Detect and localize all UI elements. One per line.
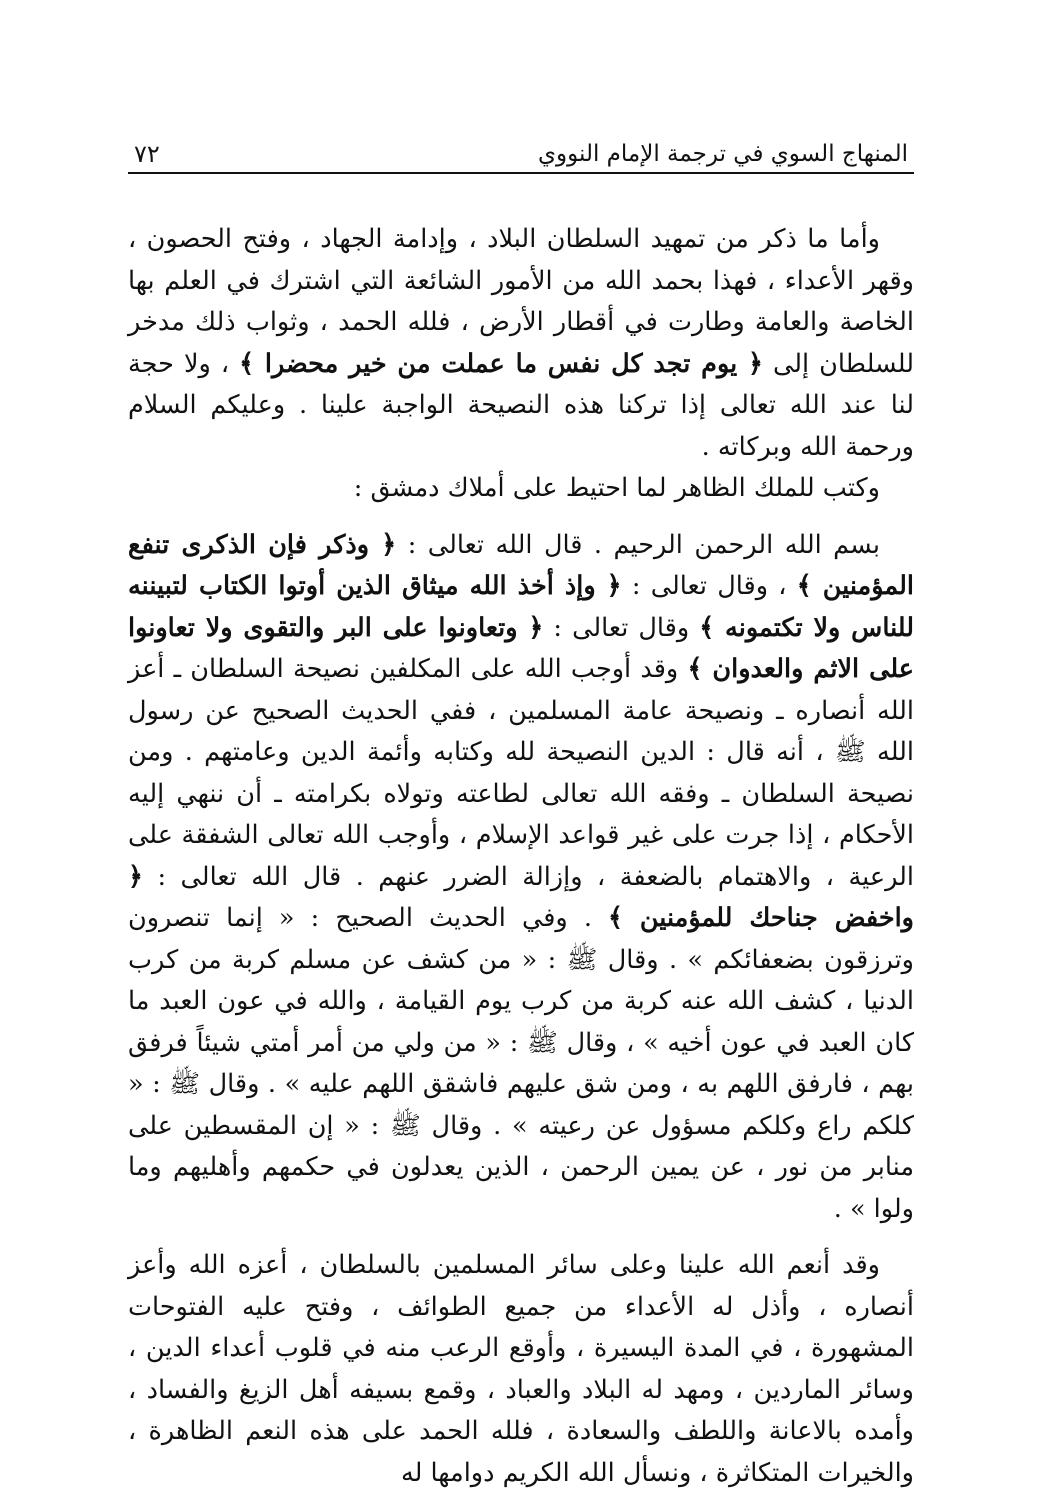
text-run: . وفي الحديث الصحيح : « إنما تنصرون وترزقون بضعفائكم » . وقال ﷺ : « من كشف عن مسلم كربة من كرب الدنيا ، كشف الله عنه كربة من كرب يوم القيامة ، والله في عون العبد ما كان العبد في عون أخيه » ، وقال ﷺ : « من ولي من أمر أمتي شيئاً فرفق بهم ، فارفق اللهم به ، ومن شق عليهم فاشقق اللهم عليه » . وقال ﷺ : « كلكم راع وكلكم مسؤول عن رعيته » . وقال ﷺ : « إن المقسطين على منابر من نور ، عن يمين الرحمن ، الذين يعدلون في حكمهم وأهليهم وما ولوا » . xyxy=(128,903,914,1224)
text-run: وأما ما ذكر من تمهيد السلطان البلاد ، وإدامة الجهاد ، وفتح الحصون ، وقهر الأعداء ، فهذا بحمد الله من الأمور الشائعة التي اشترك في العلم بها الخاصة والعامة وطارت في أقطار الأرض ، فلله الحمد ، وثواب ذلك مدخر للسلطان إلى xyxy=(128,224,914,379)
quran-quote: ﴿ يوم تجد كل نفس ما عملت من خير محضرا ﴾ xyxy=(239,348,763,379)
quran-quote: ﴿ وذكر فإن الذكرى تنفع المؤمنين ﴾ xyxy=(128,529,914,601)
quran-quote: ﴿ واخفض جناحك للمؤمنين ﴾ xyxy=(128,861,914,933)
paragraph-1 xyxy=(128,219,914,468)
paragraph-2 xyxy=(128,468,914,510)
body-text xyxy=(128,219,914,1494)
text-run: بسم الله الرحمن الرحيم . قال الله تعالى : xyxy=(396,529,880,560)
paragraph-3 xyxy=(128,525,914,1231)
text-run: وكتب للملك الظاهر لما احتيط على أملاك دمشق : xyxy=(353,473,880,503)
quran-quote: ﴿ وتعاونوا على البر والتقوى ولا تعاونوا على الاثم والعدوان ﴾ xyxy=(128,612,914,684)
text-run: وقال تعالى : xyxy=(543,612,700,643)
text-run: وقد أنعم الله علينا وعلى سائر المسلمين بالسلطان ، أعزه الله وأعز أنصاره ، وأذل له الأعداء من جميع الطوائف ، وفتح عليه الفتوحات المشهورة ، في المدة اليسيرة ، وأوقع الرعب منه في قلوب أعداء الدين ، وسائر الماردين ، ومهد له البلاد والعباد ، وقمع بسيفه أهل الزيغ والفساد ، وأمده بالاعانة واللطف والسعادة ، فلله الحمد على هذه النعم الظاهرة ، والخيرات المتكاثرة ، ونسأل الله الكريم دوامها له xyxy=(128,1250,914,1488)
running-header xyxy=(128,130,914,174)
text-run: ، وقال تعالى : xyxy=(621,571,797,601)
paragraph-4 xyxy=(128,1245,914,1494)
text-run: ، ولا حجة لنا عند الله تعالى إذا تركنا هذه النصيحة الواجبة علينا . وعليكم السلام ورحمة الله وبركاته . xyxy=(128,348,914,462)
book-page xyxy=(128,130,914,1494)
quran-quote: ﴿ وإذ أخذ الله ميثاق الذين أوتوا الكتاب لتبيننه للناس ولا تكتمونه ﴾ xyxy=(128,571,914,643)
running-title: المنهاج السوي في ترجمة الإمام النووي xyxy=(538,141,908,167)
text-run: وقد أوجب الله على المكلفين نصيحة السلطان ـ أعز الله أنصاره ـ ونصيحة عامة المسلمين ، ففي الحديث الصحيح عن رسول الله ﷺ ، أنه قال : الدين النصيحة لله وكتابه وأئمة الدين وعامتهم . ومن نصيحة السلطان ـ وفقه الله تعالى لطاعته وتولاه بكرامته ـ أن ننهي إليه الأحكام ، إذا جرت على غير قواعد الإسلام ، وأوجب الله تعالى الشفقة على الرعية ، والاهتمام بالضعفة ، وإزالة الضرر عنهم . قال الله تعالى : xyxy=(128,654,914,892)
page-number: ٧٢ xyxy=(134,140,160,168)
